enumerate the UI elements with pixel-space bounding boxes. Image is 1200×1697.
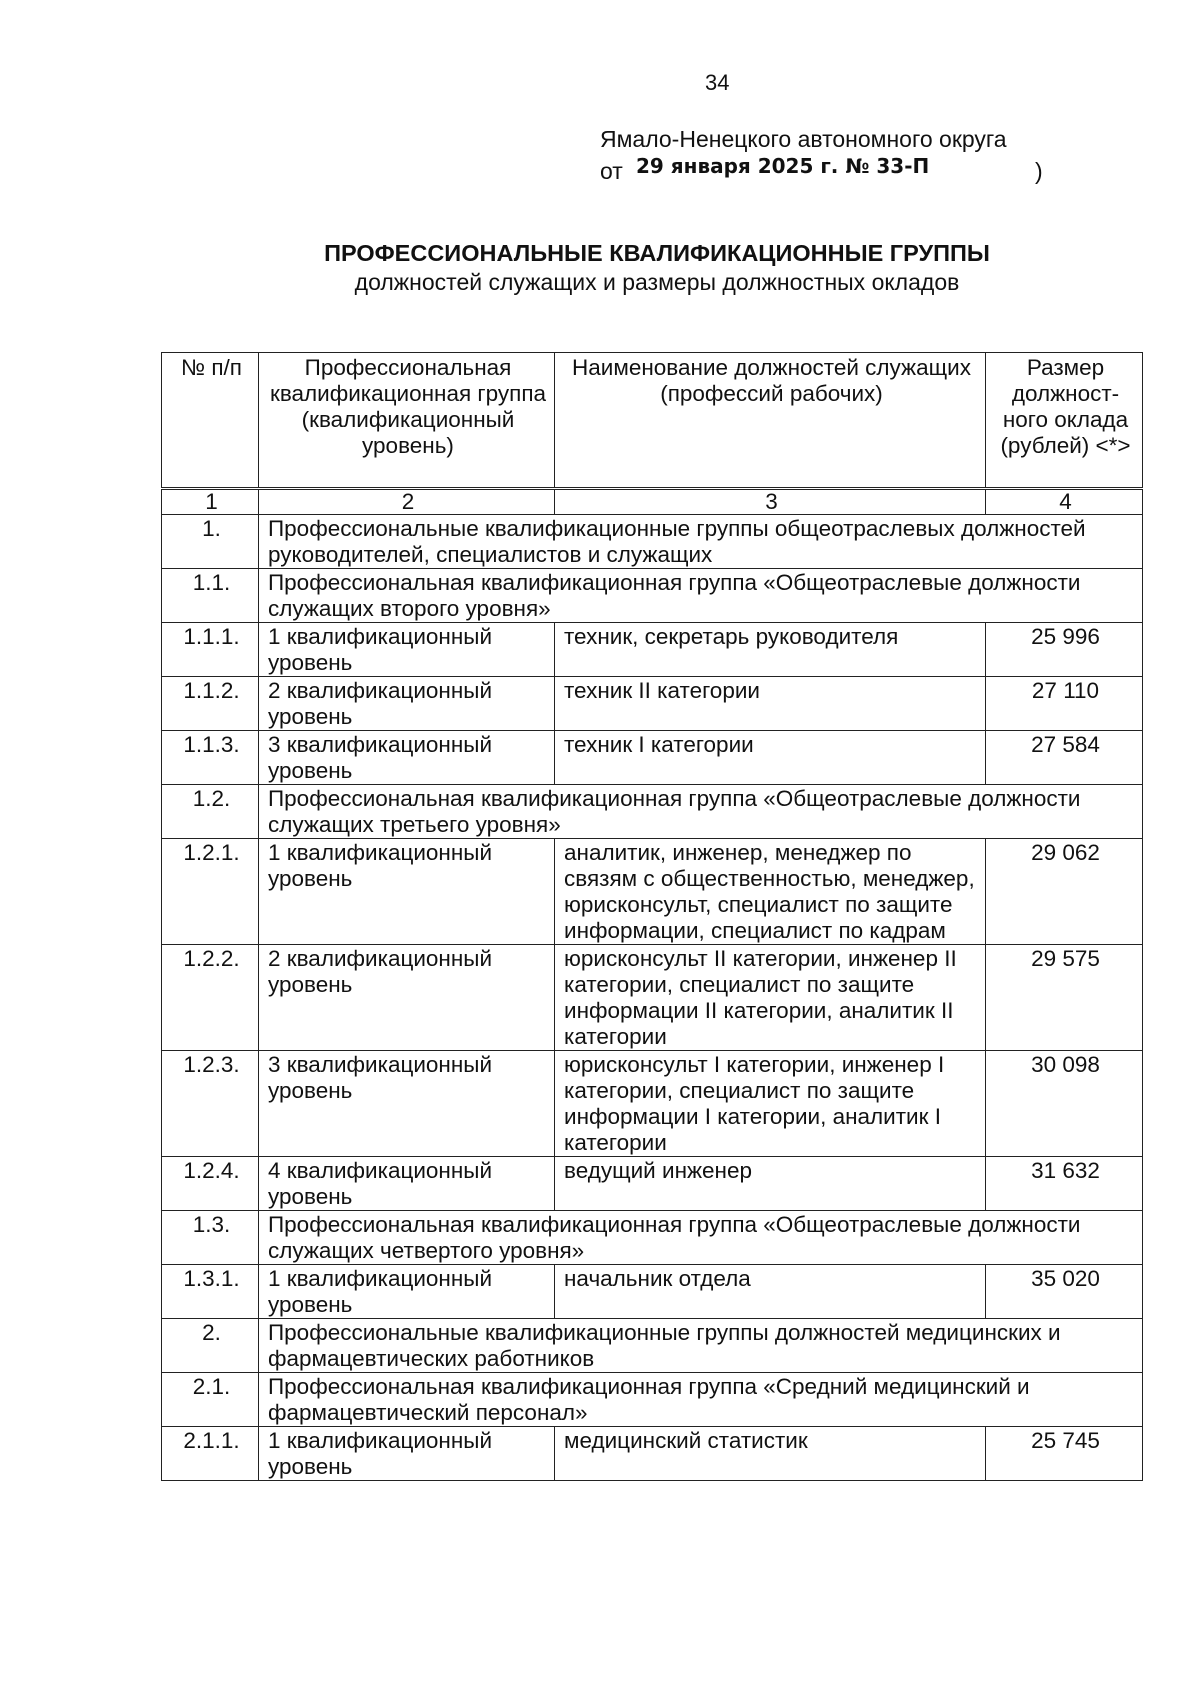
row-number: 1.3.1. [162, 1265, 259, 1319]
table-row [162, 1157, 1143, 1211]
table-index-row [162, 489, 1143, 515]
salary-amount: 29 575 [986, 945, 1143, 1051]
table-group-row [162, 569, 1143, 623]
header-cell-number: № п/п [162, 353, 259, 489]
row-number: 1.3. [162, 1211, 259, 1265]
qualification-level: 3 квалификационный уровень [259, 1051, 555, 1157]
row-number: 1.2. [162, 785, 259, 839]
salary-amount: 31 632 [986, 1157, 1143, 1211]
table-group-row [162, 1373, 1143, 1427]
row-number: 1. [162, 515, 259, 569]
qualification-level: 1 квалификационный уровень [259, 1265, 555, 1319]
row-number: 2. [162, 1319, 259, 1373]
qualification-level: 2 квалификационный уровень [259, 677, 555, 731]
header-cell-group: Профессиональная квалификационная группа (квалификационный уровень) [259, 353, 555, 489]
table-row [162, 1427, 1143, 1481]
document-header [600, 124, 1043, 184]
qualification-level: 1 квалификационный уровень [259, 1427, 555, 1481]
row-number: 1.1.3. [162, 731, 259, 785]
title-main: ПРОФЕССИОНАЛЬНЫЕ КВАЛИФИКАЦИОННЫЕ ГРУППЫ [324, 240, 990, 266]
table-row [162, 839, 1143, 945]
row-number: 1.2.4. [162, 1157, 259, 1211]
salary-amount: 30 098 [986, 1051, 1143, 1157]
table-group-row [162, 785, 1143, 839]
row-number: 1.1. [162, 569, 259, 623]
title-subtitle: должностей служащих и размеры должностных окладов [354, 269, 960, 295]
positions-list: техник I категории [555, 731, 986, 785]
header-decree-line [600, 154, 1043, 184]
table-body [162, 353, 1143, 1481]
qualification-level: 1 квалификационный уровень [259, 623, 555, 677]
positions-list: медицинский статистик [555, 1427, 986, 1481]
table-row [162, 1051, 1143, 1157]
group-title: Профессиональная квалификационная группа «Средний медицинский и фармацевтический персонал» [259, 1373, 1143, 1427]
header-ot-label: от [600, 158, 623, 184]
table-row [162, 945, 1143, 1051]
positions-list: аналитик, инженер, менеджер по связям с общественностью, менеджер, юрисконсульт, специалист по защите информации, специалист по кадрам [555, 839, 986, 945]
index-cell-3: 3 [555, 489, 986, 515]
table-row [162, 731, 1143, 785]
positions-list: техник, секретарь руководителя [555, 623, 986, 677]
salary-amount: 25 745 [986, 1427, 1143, 1481]
index-cell-4: 4 [986, 489, 1143, 515]
salary-amount: 27 110 [986, 677, 1143, 731]
group-title: Профессиональная квалификационная группа «Общеотраслевые должности служащих третьего уровня» [259, 785, 1143, 839]
salary-amount: 25 996 [986, 623, 1143, 677]
page-number-text: 34 [705, 70, 730, 95]
header-cell-positions: Наименование должностей служащих (профессий рабочих) [555, 353, 986, 489]
header-cell-salary: Размер должност-ного оклада (рублей) <*> [986, 353, 1143, 489]
decree-date-number: 29 января 2025 г. № 33-П [636, 154, 930, 178]
qualification-groups-table [161, 352, 1143, 1481]
positions-list: юрисконсульт I категории, инженер I категории, специалист по защите информации I категории, аналитик I категории [555, 1051, 986, 1157]
row-number: 1.2.3. [162, 1051, 259, 1157]
header-closing-paren: ) [1035, 158, 1043, 184]
positions-list: начальник отдела [555, 1265, 986, 1319]
index-cell-2: 2 [259, 489, 555, 515]
group-title: Профессиональные квалификационные группы должностей медицинских и фармацевтических работников [259, 1319, 1143, 1373]
salary-amount: 35 020 [986, 1265, 1143, 1319]
group-title: Профессиональные квалификационные группы общеотраслевых должностей руководителей, специалистов и служащих [259, 515, 1143, 569]
header-region-line: Ямало-Ненецкого автономного округа [600, 126, 1007, 152]
salary-amount: 27 584 [986, 731, 1143, 785]
qualification-level: 4 квалификационный уровень [259, 1157, 555, 1211]
group-title: Профессиональная квалификационная группа «Общеотраслевые должности служащих четвертого уровня» [259, 1211, 1143, 1265]
index-cell-1: 1 [162, 489, 259, 515]
qualification-level: 2 квалификационный уровень [259, 945, 555, 1051]
table-row [162, 623, 1143, 677]
table-row [162, 677, 1143, 731]
row-number: 2.1.1. [162, 1427, 259, 1481]
group-title: Профессиональная квалификационная группа «Общеотраслевые должности служащих второго уровня» [259, 569, 1143, 623]
salary-amount: 29 062 [986, 839, 1143, 945]
document-title [0, 238, 1200, 296]
table-group-row [162, 1319, 1143, 1373]
qualification-level: 3 квалификационный уровень [259, 731, 555, 785]
positions-list: юрисконсульт II категории, инженер II категории, специалист по защите информации II категории, аналитик II категории [555, 945, 986, 1051]
table-group-row [162, 1211, 1143, 1265]
row-number: 1.1.2. [162, 677, 259, 731]
positions-list: техник II категории [555, 677, 986, 731]
row-number: 1.1.1. [162, 623, 259, 677]
table-row [162, 1265, 1143, 1319]
table-header-row [162, 353, 1143, 489]
row-number: 1.2.1. [162, 839, 259, 945]
row-number: 1.2.2. [162, 945, 259, 1051]
row-number: 2.1. [162, 1373, 259, 1427]
qualification-level: 1 квалификационный уровень [259, 839, 555, 945]
positions-list: ведущий инженер [555, 1157, 986, 1211]
table-group-row [162, 515, 1143, 569]
